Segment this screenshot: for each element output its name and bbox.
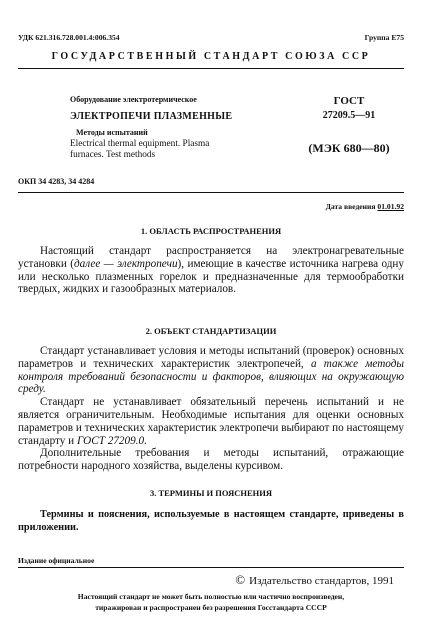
english-title xyxy=(70,139,270,161)
notice-line-1: Настоящий стандарт не может быть полностью или частично воспроизведен, xyxy=(77,592,345,601)
gost-block xyxy=(299,95,399,156)
section-2-body xyxy=(18,345,404,473)
date-label: Дата введения xyxy=(325,202,376,211)
english-title-line2: furnaces. Test methods xyxy=(70,150,156,160)
section-3-body xyxy=(18,508,404,534)
copyright-line xyxy=(235,572,394,588)
title-block xyxy=(70,95,270,161)
section-1-emphasis: далее — электропечи xyxy=(73,257,178,270)
section-3-title: 3. ТЕРМИНЫ И ПОЯСНЕНИЯ xyxy=(149,488,273,498)
reproduction-notice xyxy=(18,591,404,613)
date-value: 01.01.92 xyxy=(377,202,404,211)
english-title-line1: Electrical thermal equipment. Plasma xyxy=(70,139,210,149)
gost-label: ГОСТ xyxy=(333,95,365,107)
standard-banner: ГОСУДАРСТВЕННЫЙ СТАНДАРТ СОЮЗА ССР xyxy=(51,51,371,62)
document-subtitle: Методы испытаний xyxy=(76,128,148,137)
section-3-paragraph: Термины и пояснения, используемые в настоящем стандарте, приведены в приложении. xyxy=(18,509,404,533)
copyright-symbol: © xyxy=(235,572,246,587)
udk-code: УДК 621.316.728.001.4:006.354 xyxy=(18,33,120,42)
footer-divider xyxy=(18,567,404,568)
section-2-paragraph-2: Стандарт не устанавливает обязательный перечень испытаний и не является ограничительным. Необходимые испытания для оценки основных параметров и технических характеристик электропечи выбирают по настоящему стандарту и ГОСТ 27209.0. xyxy=(18,396,404,447)
gost-number: 27209.5—91 xyxy=(322,110,376,121)
group-code: Группа Е75 xyxy=(364,33,404,42)
section-2-paragraph-1: Стандарт устанавливает условия и методы испытаний (проверок) основных параметров и технических характеристик электропечей, а также методы контроля требований безопасности и факторов, влияющих на окружающую среду. xyxy=(18,345,404,396)
notice-line-2: тиражирован и распространен без разрешения Госстандарта СССР xyxy=(95,603,327,612)
section-1-paragraph: Настоящий стандарт распространяется на электронагревательные установки (далее — электропечи), имеющие в качестве источника нагрева одну или несколько плазменных горелок и предназначенные для термообработки твердых, жидких и газообразных материалов. xyxy=(18,245,405,296)
banner-divider xyxy=(18,68,404,69)
section-1-title: 1. ОБЛАСТЬ РАСПРОСТРАНЕНИЯ xyxy=(140,226,282,236)
section-2-paragraph-3: Дополнительные требования и методы испытаний, отражающие потребности народного хозяйства, выделены курсивом. xyxy=(18,447,404,473)
equipment-category: Оборудование электротермическое xyxy=(70,95,197,104)
iec-reference: (МЭК 680—80) xyxy=(308,141,390,155)
section-2-title: 2. ОБЪЕКТ СТАНДАРТИЗАЦИИ xyxy=(145,326,277,336)
edition-label: Издание официальное xyxy=(18,556,95,565)
okp-divider xyxy=(18,192,404,193)
okp-codes: ОКП 34 4283, 34 4284 xyxy=(18,177,95,186)
section-2-emphasis-2: ГОСТ 27209.0. xyxy=(76,434,147,447)
copyright-text: Издательство стандартов, 1991 xyxy=(249,575,394,587)
introduction-date xyxy=(326,202,404,211)
document-title: ЭЛЕКТРОПЕЧИ ПЛАЗМЕННЫЕ xyxy=(70,111,233,122)
section-1-body xyxy=(18,245,404,296)
section-2-emphasis-1: а также методы контроля требований безопасности и факторов, влияющих на окружающую среду. xyxy=(18,357,404,396)
